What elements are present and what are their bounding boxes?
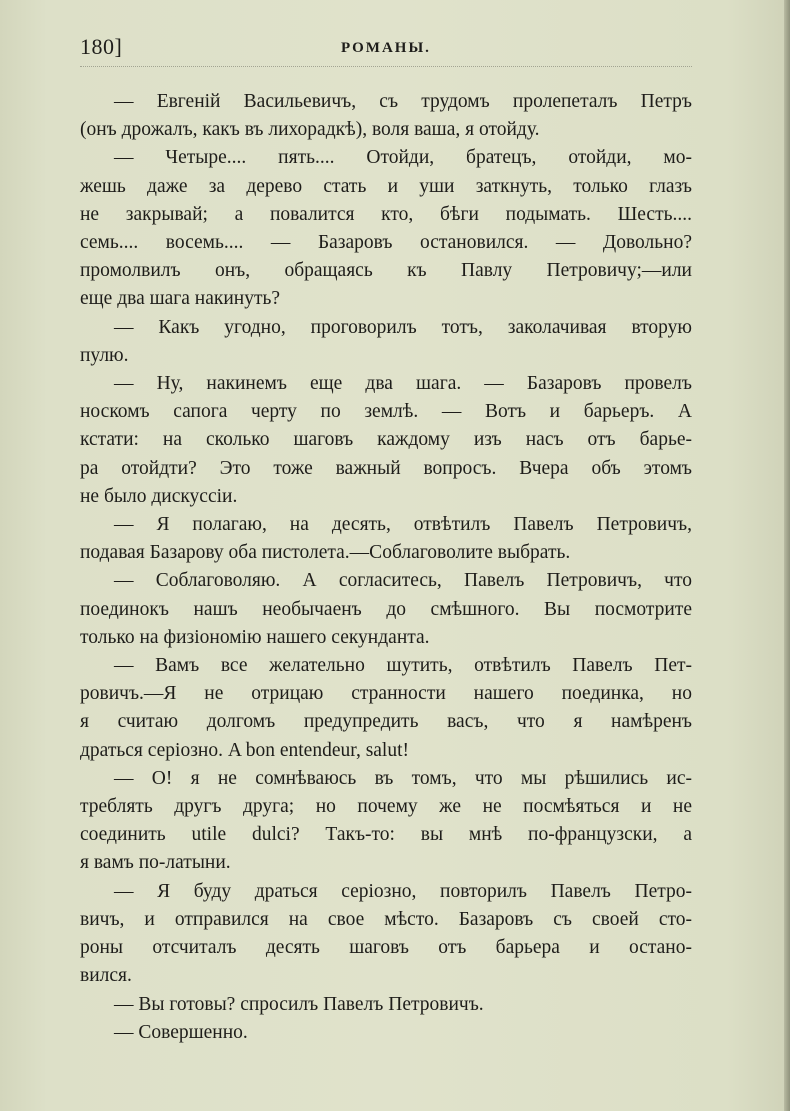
text-line: — Совершенно. <box>114 1021 248 1043</box>
text-line: подавая Базарову оба пистолета.—Соблаговолите выбрать. <box>80 542 571 564</box>
header-rule <box>80 66 692 69</box>
paragraph <box>80 878 692 991</box>
text-line: поединокъ нашъ необычаенъ до смѣшного. Вы посмотрите <box>80 598 692 620</box>
text-line: — Соблаговоляю. А согласитесь, Павелъ Петровичъ, что <box>114 570 692 592</box>
text-line: — Евгенiй Васильевичъ, съ трудомъ пролепеталъ Петръ <box>114 91 692 112</box>
paragraph <box>80 1019 692 1047</box>
text-line: соединить utile dulci? Такъ-то: вы мнѣ по-французски, а <box>80 824 692 846</box>
text-line: я вамъ по-латыни. <box>80 852 231 874</box>
text-line: не было дискуссiи. <box>80 485 238 507</box>
paragraph <box>80 314 692 370</box>
text-line: носкомъ сапога черту по землѣ. — Вотъ и барьеръ. А <box>80 401 692 423</box>
paragraph <box>80 567 692 652</box>
text-line: семь.... восемь.... — Базаровъ остановился. — Довольно? <box>80 232 692 254</box>
paragraph <box>80 88 692 144</box>
paragraph <box>80 370 692 511</box>
page-header <box>80 34 692 64</box>
paragraph <box>80 991 692 1019</box>
text-line: — Какъ угодно, проговорилъ тотъ, заколачивая вторую <box>114 316 692 338</box>
text-line: жешь даже за дерево стать и уши заткнуть, только глазъ <box>80 175 692 197</box>
text-line: промолвилъ онъ, обращаясь къ Павлу Петровичу;—или <box>80 260 692 282</box>
text-line: роны отсчиталъ десять шаговъ отъ барьера и остано- <box>80 937 692 959</box>
text-line: — Четыре.... пять.... Отойди, братецъ, отойди, мо- <box>114 147 692 169</box>
text-line: — Вамъ все желательно шутить, отвѣтилъ Павелъ Пет- <box>114 655 692 677</box>
text-line: пулю. <box>80 344 129 366</box>
text-line: — Я буду драться серiозно, повторилъ Павелъ Петро- <box>114 880 692 902</box>
text-line: вился. <box>80 965 132 987</box>
text-line: треблять другъ друга; но почему же не посмѣяться и не <box>80 796 692 818</box>
paragraph <box>80 652 692 765</box>
page-edge-shadow <box>784 0 790 1111</box>
text-line: еще два шага накинуть? <box>80 288 281 310</box>
text-line: ровичъ.—Я не отрицаю странности нашего поединка, но <box>80 683 692 705</box>
text-line: не закрывай; а повалится кто, бѣги подымать. Шесть.... <box>80 203 692 225</box>
paragraph <box>80 511 692 567</box>
text-line: — Вы готовы? спросилъ Павелъ Петровичъ. <box>114 993 484 1015</box>
text-line: драться серiозно. A bon entendeur, salut! <box>80 739 410 761</box>
paragraph <box>80 765 692 878</box>
text-line: — Ну, накинемъ еще два шага. — Базаровъ провелъ <box>114 373 692 395</box>
text-line: ра отойдти? Это тоже важный вопросъ. Вчера объ этомъ <box>80 457 692 479</box>
text-line: вичъ, и отправился на свое мѣсто. Базаровъ съ своей сто- <box>80 908 692 930</box>
page-body <box>80 88 692 1047</box>
text-line: (онъ дрожалъ, какъ въ лихорадкѣ), воля ваша, я отойду. <box>80 119 540 141</box>
text-line: кстати: на сколько шаговъ каждому изъ насъ отъ барье- <box>80 429 692 451</box>
paragraph <box>80 144 692 313</box>
text-line: только на физiономiю нашего секунданта. <box>80 626 430 648</box>
page-number: 180] <box>80 34 123 59</box>
text-line: — О! я не сомнѣваюсь въ томъ, что мы рѣшились ис- <box>114 767 692 789</box>
text-line: я считаю долгомъ предупредить васъ, что я намѣренъ <box>80 711 692 733</box>
running-head: РОМАНЫ. <box>341 40 431 56</box>
text-line: — Я полагаю, на десять, отвѣтилъ Павелъ Петровичъ, <box>114 514 692 536</box>
